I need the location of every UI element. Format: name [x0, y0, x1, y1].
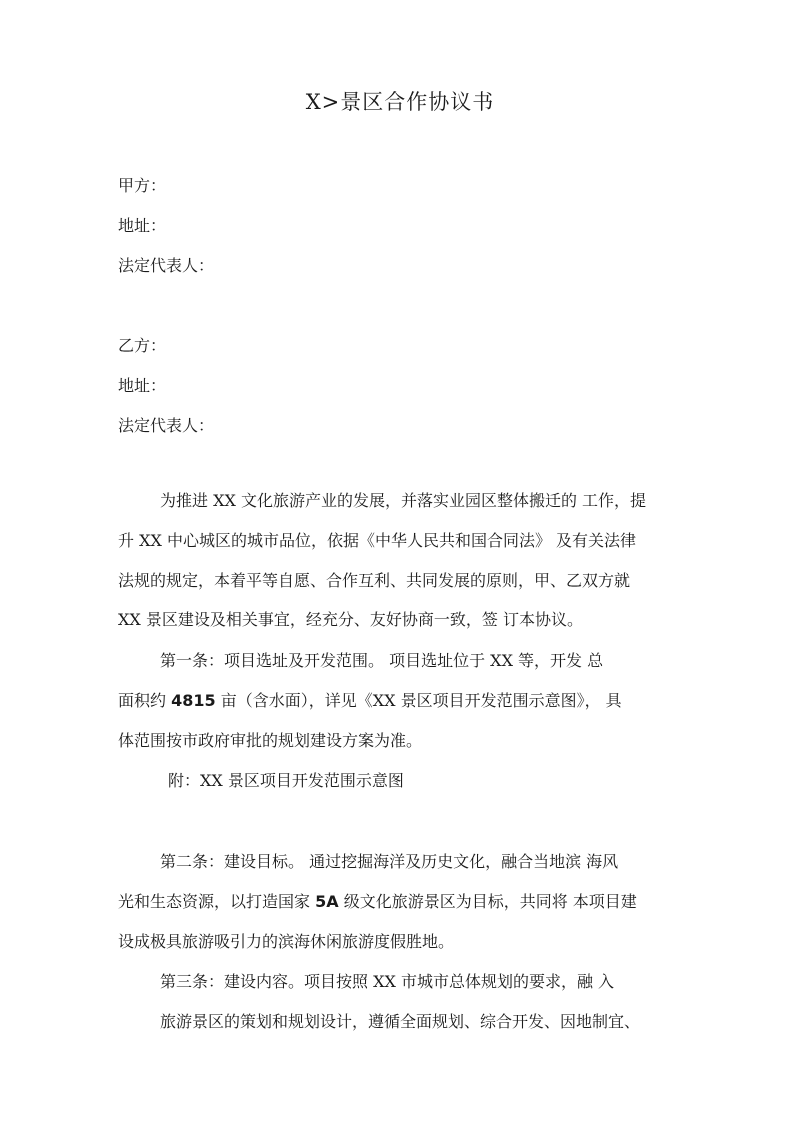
- grade-value: 5A: [315, 892, 339, 911]
- article-1-line: [118, 691, 622, 711]
- preamble-line: XX 景区建设及相关事宜，经充分、友好协商一致，签 订本协议。: [118, 610, 583, 629]
- preamble-line: 法规的规定，本着平等自愿、合作互利、共同发展的原则，甲、乙双方就: [118, 571, 631, 590]
- preamble-line: 为推进 XX 文化旅游产业的发展，并落实业园区整体搬迁的 工作，提: [160, 491, 647, 510]
- article-1-text: 亩（含水面），详见《XX 景区项目开发范围示意图》， 具: [215, 691, 622, 710]
- article-3-line: 旅游景区的策划和规划设计，遵循全面规划、综合开发、因地制宜、: [160, 1012, 641, 1031]
- preamble-line: 升 XX 中心城区的城市品位，依据《中华人民共和国合同法》 及有关法律: [118, 531, 637, 550]
- document-title: X>景区合作协议书: [305, 90, 495, 114]
- article-1-line: 第一条：项目选址及开发范围。 项目选址位于 XX 等，开发 总: [160, 651, 604, 670]
- article-2-text: 光和生态资源，以打造国家: [118, 892, 316, 911]
- party-a-label: 甲方：: [118, 176, 167, 195]
- article-1-text: 面积约: [118, 691, 172, 710]
- party-b-rep-label: 法定代表人：: [118, 416, 215, 435]
- attachment-note: 附：XX 景区项目开发范围示意图: [168, 771, 404, 790]
- article-2-text: 级文化旅游景区为目标，共同将 本项目建: [338, 892, 637, 911]
- party-a-rep-label: 法定代表人：: [118, 256, 215, 275]
- article-3-line: 第三条：建设内容。项目按照 XX 市城市总体规划的要求，融 入: [160, 972, 615, 991]
- area-value: 4815: [171, 691, 216, 710]
- party-b-label: 乙方：: [118, 336, 167, 355]
- article-2-line: 第二条：建设目标。 通过挖掘海洋及历史文化，融合当地滨 海风: [160, 852, 619, 871]
- party-a-address-label: 地址：: [118, 216, 167, 235]
- party-b-address-label: 地址：: [118, 376, 167, 395]
- article-2-line: [118, 892, 637, 912]
- article-1-line: 体范围按市政府审批的规划建设方案为准。: [118, 731, 423, 750]
- article-2-line: 设成极具旅游吸引力的滨海休闲旅游度假胜地。: [118, 932, 455, 951]
